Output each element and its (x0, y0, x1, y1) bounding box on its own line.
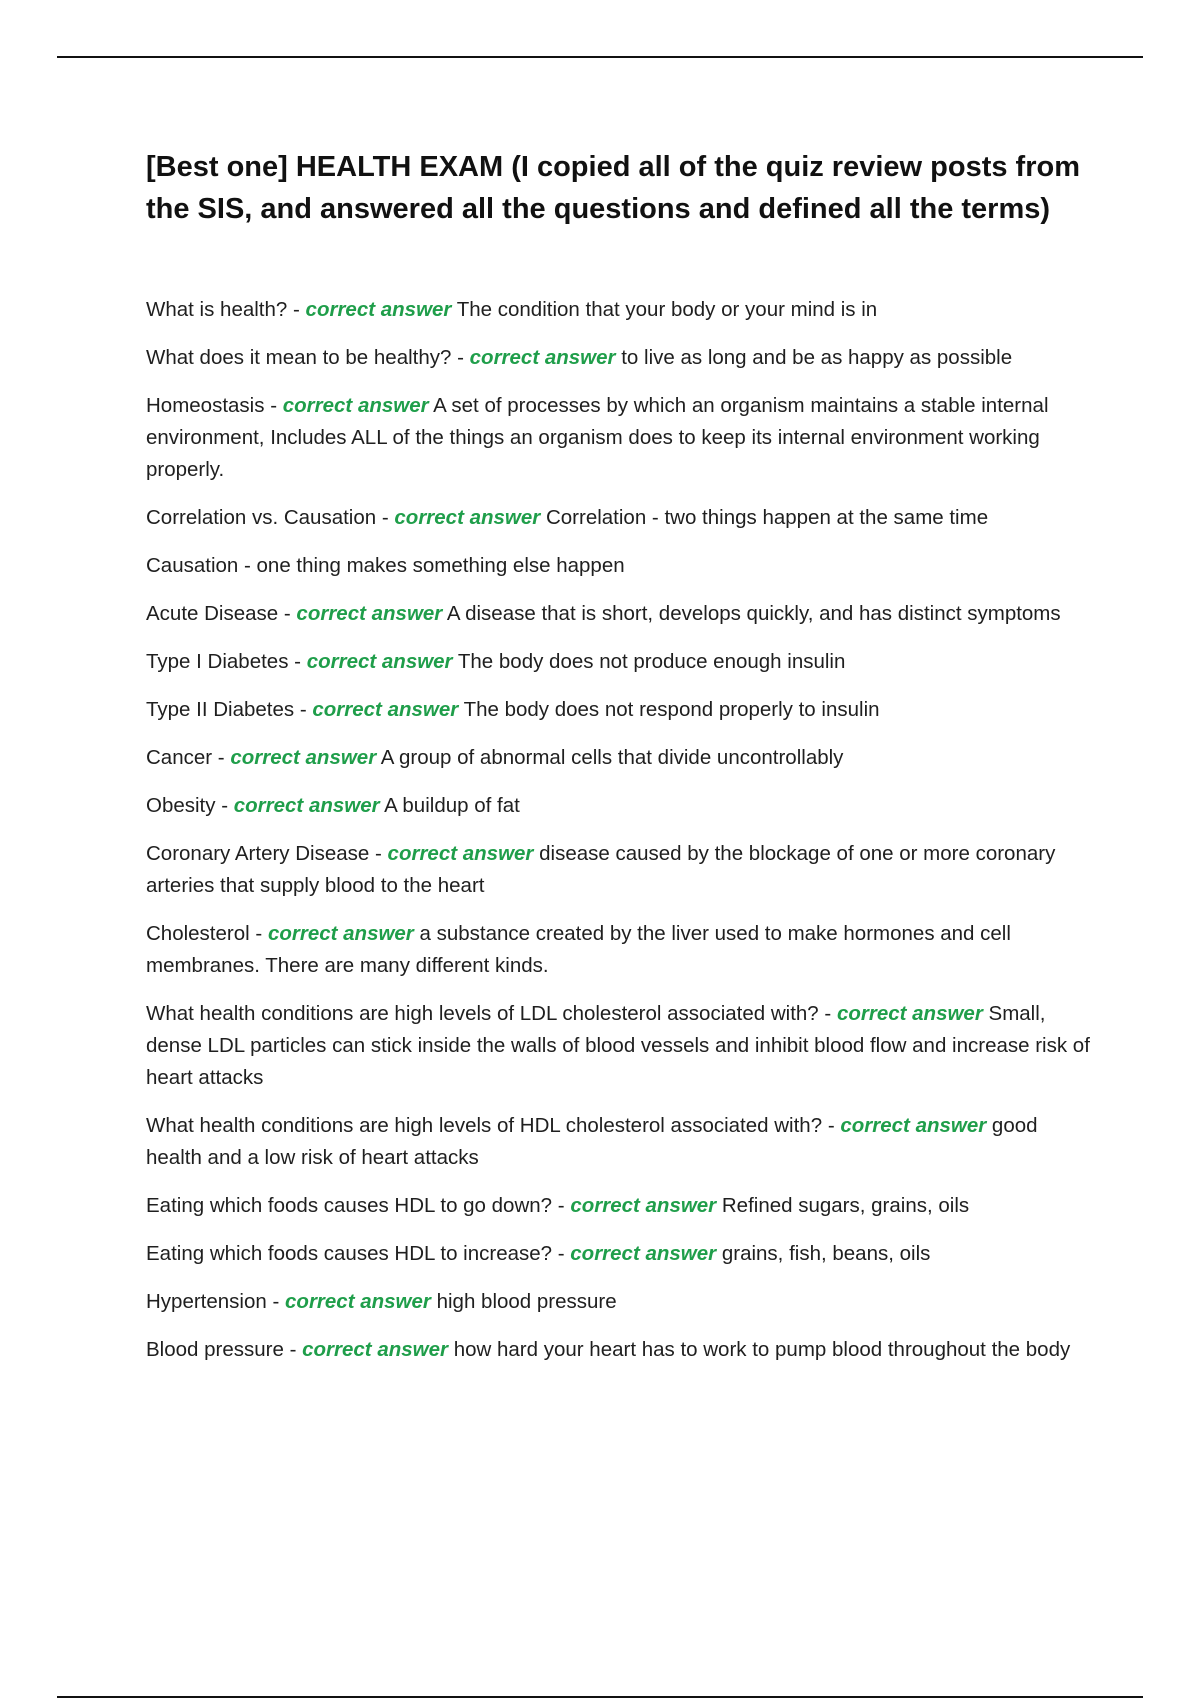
qa-answer: The body does not respond properly to insulin (463, 698, 880, 721)
qa-answer: how hard your heart has to work to pump blood throughout the body (453, 1338, 1071, 1361)
correct-answer-tag: correct answer (836, 1002, 983, 1025)
correct-answer-tag: correct answer (312, 698, 459, 721)
qa-entry (146, 550, 1091, 582)
qa-entry (146, 742, 1091, 774)
qa-term: Type I Diabetes (146, 650, 289, 673)
qa-entry (146, 694, 1091, 726)
qa-entry (146, 790, 1091, 822)
qa-answer: A buildup of fat (384, 794, 520, 817)
qa-answer: The body does not produce enough insulin (457, 650, 846, 673)
qa-separator: - (283, 602, 291, 625)
qa-separator: - (381, 506, 389, 529)
qa-entry (146, 998, 1091, 1094)
qa-answer: high blood pressure (436, 1290, 617, 1313)
qa-entry (146, 1238, 1091, 1270)
qa-answer: disease caused by the blockage of one or more coronary arteries that supply blood to the heart (146, 842, 1056, 897)
qa-entry (146, 918, 1091, 982)
correct-answer-tag: correct answer (267, 922, 414, 945)
qa-answer: The condition that your body or your mind is in (456, 298, 878, 321)
qa-answer: Correlation - two things happen at the same time (545, 506, 989, 529)
qa-term: What health conditions are high levels of LDL cholesterol associated with? (146, 1002, 819, 1025)
qa-plain-text: Causation - one thing makes something else happen (146, 554, 625, 577)
correct-answer-tag: correct answer (570, 1242, 717, 1265)
correct-answer-tag: correct answer (387, 842, 534, 865)
bottom-rule (57, 1696, 1143, 1698)
correct-answer-tag: correct answer (285, 1290, 431, 1313)
document-title: [Best one] HEALTH EXAM (I copied all of the quiz review posts from the SIS, and answered all the questions and defined all the terms) (146, 151, 1080, 225)
correct-answer-tag: correct answer (469, 346, 616, 369)
qa-term: Eating which foods causes HDL to go down? (146, 1194, 553, 1217)
qa-entry (146, 598, 1091, 630)
qa-entry (146, 294, 1091, 326)
correct-answer-tag: correct answer (305, 298, 452, 321)
qa-separator: - (289, 1338, 297, 1361)
qa-answer: A set of processes by which an organism maintains a stable internal environment, Includes ALL of the things an organism does to keep its internal environment working properly. (146, 394, 1049, 481)
qa-answer: to live as long and be as happy as possible (621, 346, 1013, 369)
qa-answer: a substance created by the liver used to make hormones and cell membranes. There are many different kinds. (146, 922, 1011, 977)
correct-answer-tag: correct answer (233, 794, 380, 817)
qa-answer: Small, dense LDL particles can stick inside the walls of blood vessels and inhibit blood flow and increase risk of heart attacks (146, 1002, 1090, 1089)
qa-separator: - (255, 922, 263, 945)
qa-entry (146, 1334, 1091, 1366)
qa-entry (146, 838, 1091, 902)
qa-separator: - (457, 346, 464, 369)
qa-separator: - (824, 1002, 832, 1025)
qa-term: Cholesterol (146, 922, 250, 945)
qa-separator: - (375, 842, 382, 865)
qa-term: What does it mean to be healthy? (146, 346, 452, 369)
qa-answer: Refined sugars, grains, oils (721, 1194, 970, 1217)
correct-answer-tag: correct answer (306, 650, 453, 673)
qa-term: Obesity (146, 794, 216, 817)
qa-entry (146, 646, 1091, 678)
qa-entry (146, 502, 1091, 534)
qa-answer: A group of abnormal cells that divide uncontrollably (380, 746, 844, 769)
qa-separator: - (217, 746, 225, 769)
qa-separator: - (293, 298, 300, 321)
correct-answer-tag: correct answer (230, 746, 377, 769)
qa-term: What is health? (146, 298, 288, 321)
qa-term: What health conditions are high levels of HDL cholesterol associated with? (146, 1114, 823, 1137)
qa-term: Hypertension (146, 1290, 267, 1313)
qa-term: Correlation vs. Causation (146, 506, 377, 529)
qa-entry (146, 342, 1091, 374)
qa-term: Type II Diabetes (146, 698, 295, 721)
qa-term: Coronary Artery Disease (146, 842, 370, 865)
qa-separator: - (294, 650, 301, 673)
qa-separator: - (557, 1242, 565, 1265)
qa-separator: - (299, 698, 307, 721)
qa-entry (146, 1286, 1091, 1318)
qa-answer: A disease that is short, develops quickly, and has distinct symptoms (446, 602, 1061, 625)
qa-separator: - (272, 1290, 280, 1313)
correct-answer-tag: correct answer (570, 1194, 717, 1217)
qa-separator: - (221, 794, 229, 817)
correct-answer-tag: correct answer (296, 602, 443, 625)
qa-term: Eating which foods causes HDL to increase? (146, 1242, 553, 1265)
qa-term: Acute Disease (146, 602, 279, 625)
qa-entry (146, 1110, 1091, 1174)
correct-answer-tag: correct answer (282, 394, 429, 417)
qa-entry (146, 1190, 1091, 1222)
qa-entry (146, 390, 1091, 486)
correct-answer-tag: correct answer (302, 1338, 448, 1361)
qa-answer: grains, fish, beans, oils (721, 1242, 931, 1265)
qa-answer: good health and a low risk of heart attacks (146, 1114, 1038, 1169)
qa-term: Homeostasis (146, 394, 265, 417)
correct-answer-tag: correct answer (394, 506, 541, 529)
qa-term: Blood pressure (146, 1338, 284, 1361)
qa-separator: - (827, 1114, 835, 1137)
qa-separator: - (270, 394, 278, 417)
qa-term: Cancer (146, 746, 213, 769)
qa-separator: - (557, 1194, 565, 1217)
qa-list (146, 294, 1091, 1382)
correct-answer-tag: correct answer (840, 1114, 987, 1137)
top-rule (57, 56, 1143, 58)
